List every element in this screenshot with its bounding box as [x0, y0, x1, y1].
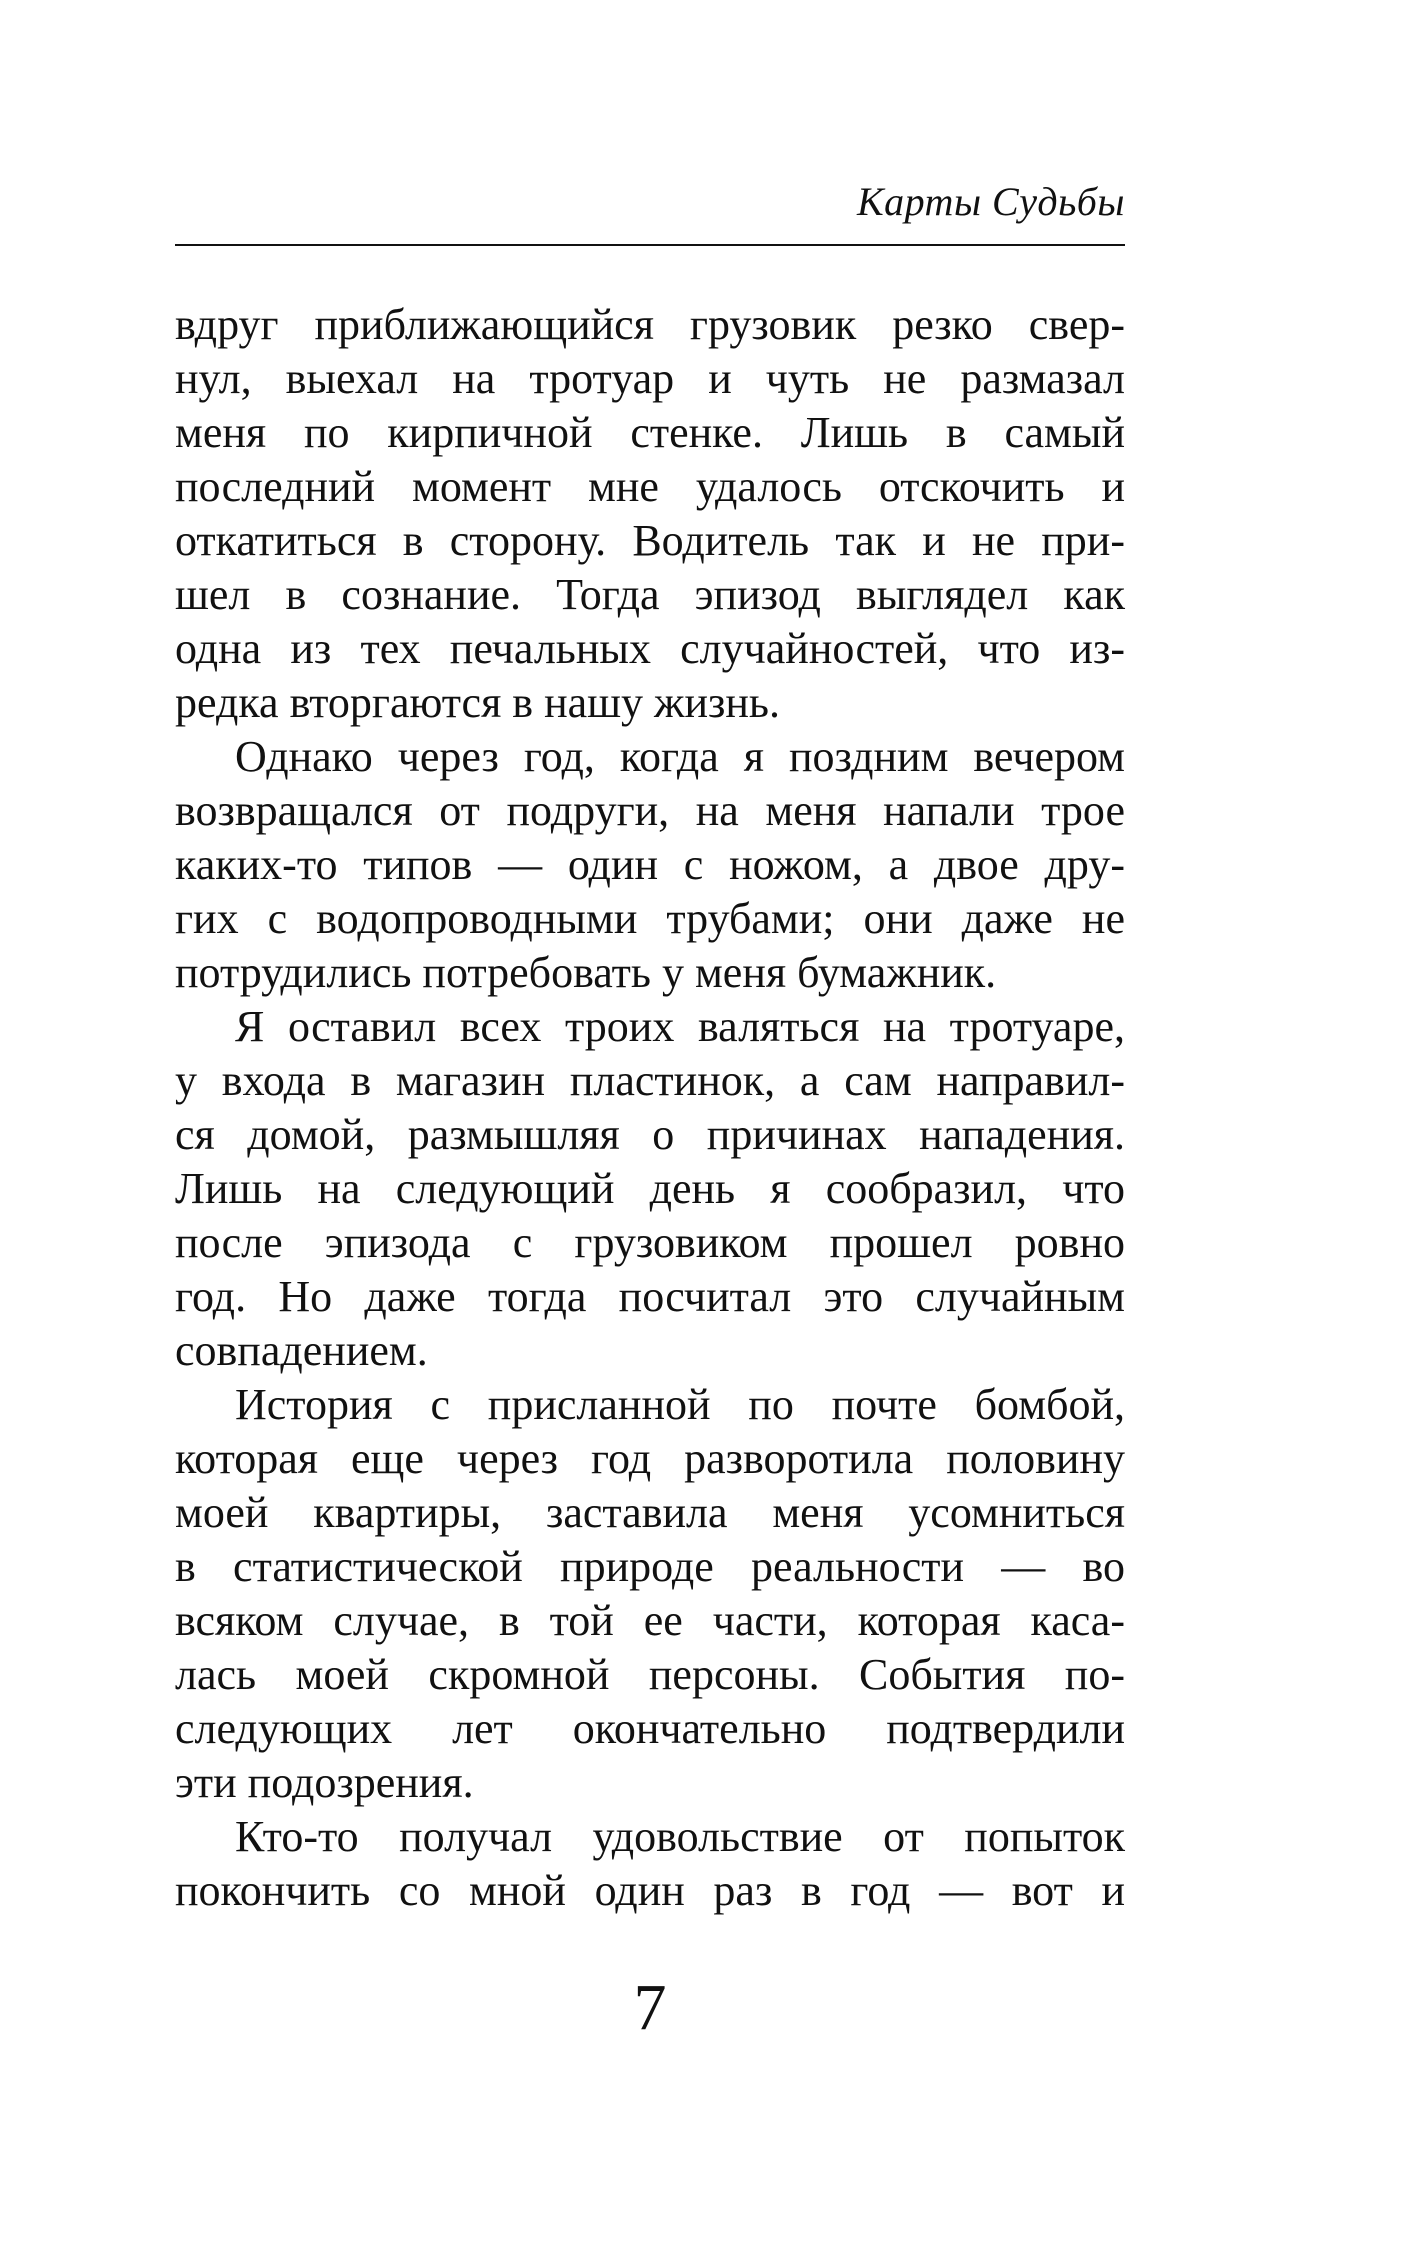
- text-line: одна из тех печальных случайностей, что из-: [175, 624, 1125, 673]
- text-line: нул, выехал на тротуар и чуть не размазал: [175, 354, 1125, 403]
- text-line: Кто-то получал удовольствие от попыток: [235, 1812, 1125, 1861]
- text-line: покончить со мной один раз в год — вот и: [175, 1866, 1125, 1915]
- text-line: Однако через год, когда я поздним вечером: [235, 732, 1125, 781]
- text-line: совпадением.: [175, 1326, 428, 1375]
- paragraph: [175, 298, 1125, 730]
- text-line: гих с водопроводными трубами; они даже не: [175, 894, 1125, 943]
- text-line: после эпизода с грузовиком прошел ровно: [175, 1218, 1125, 1267]
- text-line: всяком случае, в той ее части, которая каса-: [175, 1596, 1125, 1645]
- text-line: История с присланной по почте бомбой,: [235, 1380, 1125, 1429]
- text-line: потрудились потребовать у меня бумажник.: [175, 948, 997, 997]
- text-line: Я оставил всех троих валяться на тротуаре,: [235, 1002, 1125, 1051]
- text-line: ся домой, размышляя о причинах нападения.: [175, 1110, 1125, 1159]
- paragraph: [175, 730, 1125, 1000]
- text-line: откатиться в сторону. Водитель так и не при-: [175, 516, 1125, 565]
- text-line: у входа в магазин пластинок, а сам направил-: [175, 1056, 1125, 1105]
- page-number: 7: [633, 1971, 667, 2044]
- text-line: последний момент мне удалось отскочить и: [175, 462, 1125, 511]
- running-head: Карты Судьбы: [857, 179, 1125, 224]
- text-line: которая еще через год разворотила половину: [175, 1434, 1125, 1483]
- text-line: меня по кирпичной стенке. Лишь в самый: [175, 408, 1125, 457]
- text-line: эти подозрения.: [175, 1758, 474, 1807]
- text-line: редка вторгаются в нашу жизнь.: [175, 678, 780, 727]
- text-line: год. Но даже тогда посчитал это случайным: [175, 1272, 1125, 1321]
- text-line: вдруг приближающийся грузовик резко свер-: [175, 300, 1125, 349]
- text-line: Лишь на следующий день я сообразил, что: [175, 1164, 1125, 1213]
- text-line: в статистической природе реальности — во: [175, 1542, 1125, 1591]
- paragraph: [175, 1378, 1125, 1810]
- text-line: моей квартиры, заставила меня усомниться: [175, 1488, 1125, 1537]
- text-line: следующих лет окончательно подтвердили: [175, 1704, 1125, 1753]
- paragraph: [175, 1810, 1125, 1918]
- text-line: лась моей скромной персоны. События по-: [175, 1650, 1125, 1699]
- text-line: шел в сознание. Тогда эпизод выглядел как: [175, 570, 1125, 619]
- text-line: каких-то типов — один с ножом, а двое дру-: [175, 840, 1125, 889]
- body-text: [175, 298, 1125, 1918]
- text-line: возвращался от подруги, на меня напали трое: [175, 786, 1125, 835]
- paragraph: [175, 1000, 1125, 1378]
- header-rule: [175, 244, 1125, 246]
